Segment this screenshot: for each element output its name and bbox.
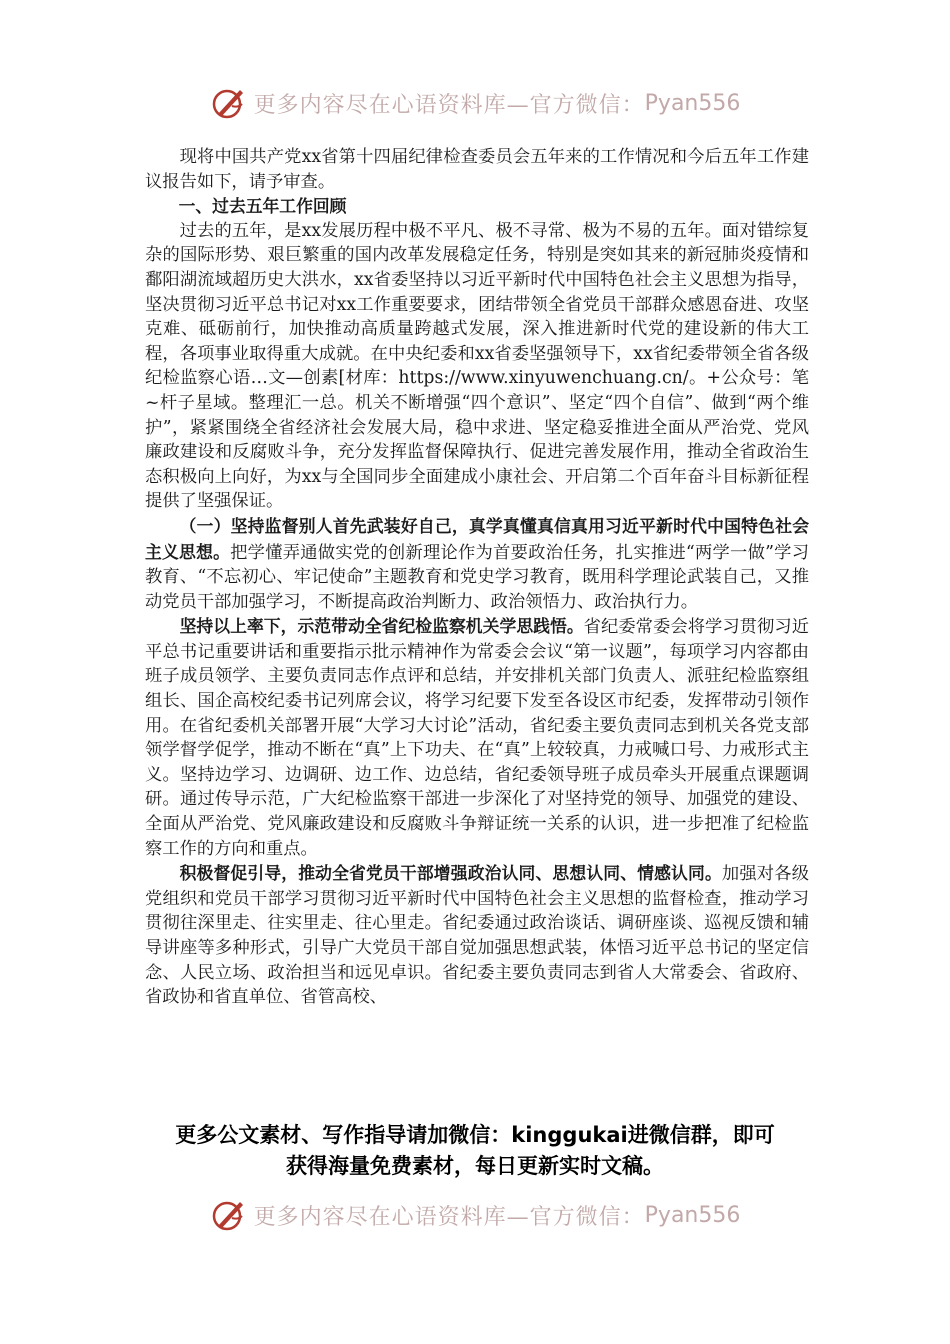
supervision-text: 加强对各级党组织和党员干部学习贯彻习近平新时代中国特色社会主义思想的监督检查，推动学习贯彻往深里走、往实里走、往心里走。省纪委通过政治谈话、调研座谈、巡视反馈和辅导讲座等多种形式，引导广大党员干部自觉加强思想武装，体悟习近平总书记的坚定信念、人民立场、政治担当和远见卓识。省纪委主要负责同志到省人大常委会、省政府、省政协和省直单位、省管高校、: [145, 864, 809, 1008]
pen-logo-icon: [210, 1196, 248, 1234]
subsection-text: 把学懂弄通做实党的创新理论作为首要政治任务，扎实推进“两学一做”学习教育、“不忘初心、牢记使命”主题教育和党史学习教育，既用科学理论武装自己，又推动党员干部加强学习，不断提高政治判断力、政治领悟力、政治执行力。: [145, 542, 809, 612]
watermark-wechat-id: Pyan556: [644, 90, 741, 116]
watermark-banner-bottom: [0, 1192, 950, 1238]
supervision-heading: 积极督促引导，推动全省党员干部增强政治认同、思想认同、情感认同。: [179, 863, 722, 884]
supervision-paragraph: [145, 861, 809, 1010]
pen-logo-icon: [210, 84, 248, 122]
lead-by-example-heading: 坚持以上率下，示范带动全省纪检监察机关学思践悟。: [179, 616, 584, 637]
lead-by-example-paragraph: [145, 614, 809, 861]
subsection-heading: （一）坚持监督别人首先武装好自己，真学真懂真信真用习近平新时代中国特色社会主义思想。: [145, 515, 809, 562]
intro-paragraph: 现将中国共产党xx省第十四届纪律检查委员会五年来的工作情况和今后五年工作建议报告如下，请予审查。: [145, 147, 809, 192]
promo-notice: [120, 1120, 830, 1182]
watermark-text: 更多内容尽在心语资料库—官方微信：: [253, 1204, 645, 1230]
watermark-text: 更多内容尽在心语资料库—官方微信：: [253, 92, 645, 118]
review-paragraph: 过去的五年，是xx发展历程中极不平凡、极不寻常、极为不易的五年。面对错综复杂的国际形势、艰巨繁重的国内改革发展稳定任务，特别是突如其来的新冠肺炎疫情和鄱阳湖流域超历史大洪水，xx省委坚持以习近平新时代中国特色社会主义思想为指导，坚决贯彻习近平总书记对xx工作重要要求，团结带领全省党员干部群众感恩奋进、攻坚克难、砥砺前行，加快推动高质量跨越式发展，深入推进新时代党的建设新的伟大工程，各项事业取得重大成就。在中央纪委和xx省委坚强领导下，xx省纪委带领全省各级纪检监察心语…文—创素[材库：https://www.xinyuwenchuang.cn/。+公众号：笔~杆子星域。整理汇一总。机关不断增强“四个意识”、坚定“四个自信”、做到“两个维护”，紧紧围绕全省经济社会发展大局，稳中求进、坚定稳妥推进全面从严治党、党风廉政建设和反腐败斗争，充分发挥监督保障执行、促进完善发展作用，推动全省政治生态积极向上向好，为xx与全国同步全面建成小康社会、开启第二个百年奋斗目标新征程提供了坚强保证。: [145, 220, 809, 512]
watermark-banner-top: [0, 80, 950, 126]
lead-by-example-text: 省纪委常委会将学习贯彻习近平总书记重要讲话和重要指示批示精神作为常委会会议“第一议题”，每项学习内容都由班子成员领学、主要负责同志作点评和总结，并安排机关部门负责人、派驻纪检监察组组长、国企高校纪委书记列席会议，将学习纪要下发至各设区市纪委，发挥带动引领作用。在省纪委机关部署开展“大学习大讨论”活动，省纪委主要负责同志到机关各党支部领学督学促学，推动不断在“真”上下功夫、在“真”上较较真，力戒喊口号、力戒形式主义。坚持边学习、边调研、边工作、边总结，省纪委领导班子成员牵头开展重点课题调研。通过传导示范，广大纪检监察干部进一步深化了对坚持党的领导、加强党的建设、全面从严治党、党风廉政建设和反腐败斗争辩证统一关系的认识，进一步把准了纪检监察工作的方向和重点。: [145, 617, 809, 859]
watermark-wechat-id: Pyan556: [644, 1202, 741, 1228]
promo-line-2: 获得海量免费素材，每日更新实时文稿。: [286, 1154, 664, 1178]
promo-line-1: 更多公文素材、写作指导请加微信：kinggukai进微信群，即可: [175, 1123, 775, 1147]
section-heading: 一、过去五年工作回顾: [178, 196, 347, 217]
document-body: [145, 145, 809, 1010]
subsection-paragraph: [145, 514, 809, 614]
